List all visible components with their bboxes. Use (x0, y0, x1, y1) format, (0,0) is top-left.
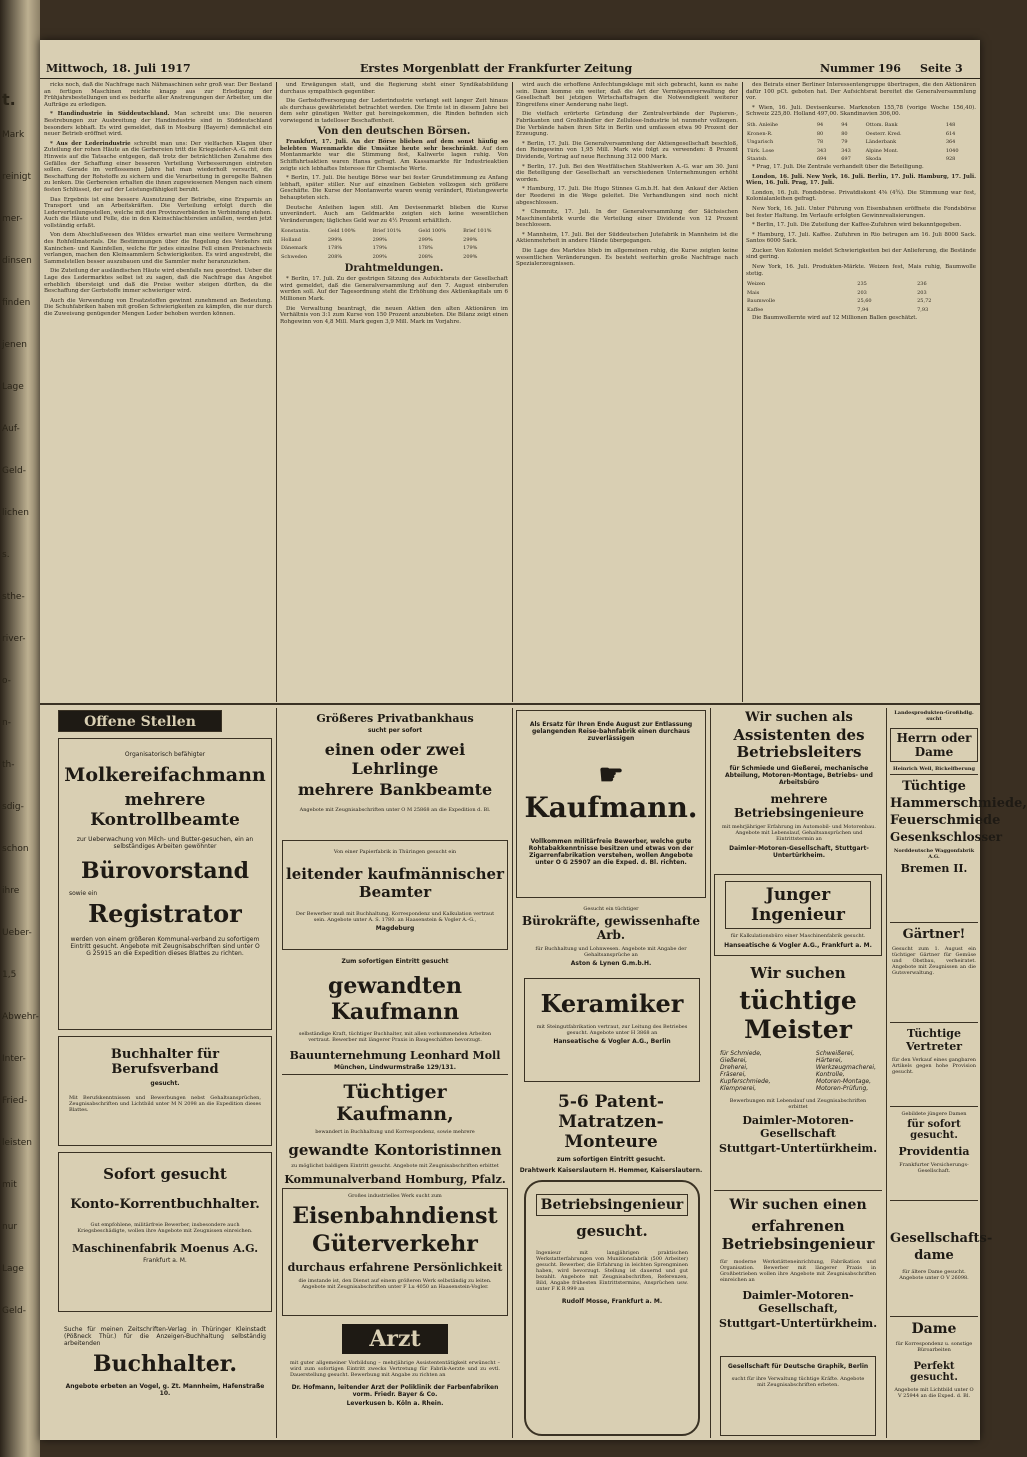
ad-meister-list-left (720, 1050, 771, 1092)
ad-title: einen oder zwei Lehrlinge (324, 740, 466, 778)
ad-buerokraefte: Gesucht ein tüchtiger Bürokräfte, gewissenhafte Arb. für Buchhaltung und Lohnwesen. Angebote mit Angabe der Gehaltsansprüche an Aston & Lynen G.m.b.H. (516, 902, 706, 974)
article-column-1: ricks noch, daß die Nachfrage nach Nähmaschinen sehr groß war. Der Bestand an fertigen Maschinen reichte knapp aus zur Erledigung der Frühjahrsbestellungen und es bedurfte aller Anstrengungen der Arbeiter, um die Aufträge zu erledigen. * Handindustrie in Süddeutschland. Man schreibt uns: Die neueren Bestrebungen zur Ausbreitung der Handindustrie sind in Süddeutschland besonders lebhaft. Es wird gemeldet, daß in Mosburg (Bayern) demnächst ein neuer Betrieb eröffnet wird. * Aus der Lederindustrie schreibt man uns: Der vielfachen Klagen über Zuteilung der rohen Häute an die Gerbereien tritt die Kriegsleder-A.-G. mit dem Hinweis auf die Tatsache entgegen, daß trotz der beträchtlichen Zunahme des Gefälles der Schaffung einer besseren Verteilung Verbesserungen eintreten sollen. Gerade im verflossenen Jahre hat man wiederholt versucht, die Beschaffung der Rohstoffe zu sichern und die Verarbeitung in geregelte Bahnen zu lenken. Die Gerbereien erhalten die ihnen zugewiesenen Mengen nach einem festen Schlüssel, der auf der Leistungsfähigkeit beruht. Das Ergebnis ist eine bessere Ausnutzung der Betriebe, eine Ersparnis an Transport und an Arbeitskräften. Die Verteilung erfolgt durch die Lederverteilungsstellen, welche mit den Provinzverbänden in Verbindung stehen. Auch die Häute und Felle, die in den Kleinschlachtereien anfallen, werden jetzt vollständig erfaßt. Von dem Abschlußwesen des Wildes erwartet man eine weitere Vermehrung des Rohfellmaterials. Die Bestimmungen über die Regelung des Verkehrs mit Kaninchen- und Kaninfellen, welche für jedes einzelne Fell einen Preisnachweis verlangen, machen den Kleinsammlern Schwierigkeiten. Es wird angestrebt, die Sammelstellen besser auszubauen und die Sammler mehr heranzuziehen. Die Zuteilung der ausländischen Häute wird ebenfalls neu geordnet. Ueber die Lage des Ledermarktes selbst ist zu sagen, daß die Nachfrage das Angebot erheblich übersteigt und daß die Preise weiter steigen dürften, da die Beschaffung der Gerbstoffe immer schwieriger wird. Auch die Verwendung von Ersatzstoffen gewinnt zunehmend an Bedeutung. Die Schuhfabriken haben mit großen Schwierigkeiten zu kämpfen, die nur durch die Zuweisung genügender Mengen Leder behoben werden können. (44, 82, 273, 317)
ad-firm: Aston & Lynen G.m.b.H. (570, 960, 652, 967)
article-lead: London, 16. Juli. New York, 16. Juli. Berlin, 17. Juli. Hamburg, 17. Juli. Wien, 16. Juli. Prag, 17. Juli. (746, 173, 976, 187)
ad-title: Feuerschmiede (890, 813, 1001, 828)
ad-firm: Maschinenfabrik Moenus A.G. (71, 1242, 259, 1255)
previous-page-word: nur (2, 1222, 18, 1232)
previous-page-word: jenen (2, 340, 27, 350)
ad-firm: Daimler-Motoren-Gesellschaft, Stuttgart-Untertürkheim. (729, 845, 869, 859)
ad-sub: Tüchtige (902, 779, 966, 794)
ad-arzt: Arzt mit guter allgemeiner Vorbildung – mehrjährige Assistententätigkeit erwünscht – wird zum sofortigen Eintritt zwecks Vertretung für Fabrik-Aerzte und zu evtl. Dauerstellung gesucht. Bewerbung mit Angabe zu richten an Dr. Hofmann, leitender Arzt der Poliklinik der Farbenfabriken vorm. Friedr. Bayer & Co. Leverkusen b. Köln a. Rhein. (282, 1320, 508, 1440)
ad-sub: Größeres Privatbankhaus (316, 712, 474, 725)
ad-text: Angebote erbeten an Vogel, g. Zt. Mannheim, Hafenstraße 10. (65, 1383, 265, 1397)
previous-page-word: o- (2, 676, 11, 686)
section-heading: Drahtmeldungen. (344, 262, 444, 274)
ad-title: Betriebsingenieur (536, 1194, 688, 1216)
ad-title: Eisenbahndienst (292, 1203, 498, 1229)
ad-sub: Zum sofortigen Eintritt gesucht (341, 958, 449, 965)
ad-meister-item: Härterei, (815, 1057, 843, 1064)
ad-title: Dame (911, 1321, 957, 1337)
previous-page-word: th- (2, 760, 15, 770)
ad-gesellschaftsdame: Gesellschafts- dame für ältere Dame gesucht. Angebote unter O V 26098. (890, 1200, 978, 1312)
previous-page-word: leisten (2, 1138, 32, 1148)
stock-table: Sth. Anleihe 94 94 Ottom. Bank 148 Kronen-R. 80 80 Oesterr. Kred. 614 Ungarisch 78 79 Länderbank 364 Türk. Lose 343 343 Alpine Mont. 1040 Staatsb. 694 697 Skoda 928 (747, 121, 959, 163)
ad-title: Perfekt gesucht. (910, 1361, 958, 1383)
article-column-2: und Erwägungen statt, und die Regierung steht einer Syndikatsbildung durchaus sympathisch gegenüber. Die Gerbstoffversorgung der Lederindustrie verlangt seit langer Zeit hinaus als durchaus gewährleistet betrachtet werden. Die Ernte ist in diesem Jahre bei dem sehr günstigen Wetter gut hereingekommen, die Rinden befinden sich vorwiegend in tadelloser Beschaffenheit. Von den deutschen Börsen. Frankfurt, 17. Juli. An der Börse blieben auf dem sonst häufig so belebten Warenmarkte die Umsätze heute sehr beschränkt. Auf dem Montanmarkte war die Stimmung fest, Kaliwerte lagen ruhig. Von Schiffahrtsaktien waren Hansa gefragt. Am Kassamarkte für Industrieaktien zeigte sich lebhaftes Interesse für Chemische Werte. * Berlin, 17. Juli. Die heutige Börse war bei fester Grundstimmung zu Anfang lebhaft, später stiller. Nur auf einzelnen Gebieten vollzogen sich größere Geschäfte. Die Kurse der Montanwerte waren wenig verändert, Rüstungswerte behaupteten sich. Deutsche Anleihen lagen still. Am Devisenmarkt blieben die Kurse unverändert. Auch am Geldmarkte zeigten sich keine wesentlichen Veränderungen; tägliches Geld war zu 4½ Prozent erhältlich. Konstantin. Geld 100% Brief 101% Geld 100% Brief 101% Holland 299% 299% 299% 299% Dänemark 178% 179% 178% 179% Schweden 208% 209% 208% 209% Drahtmeldungen. * Berlin, 17. Juli. Zu der gestrigen Sitzung des Aufsichtsrats der Gesellschaft wird gemeldet, daß die Generalversammlung auf den 7. August einberufen werden soll. Auf der Tagesordnung steht die Erhöhung des Aktienkapitals um 6 Millionen Mark. Die Verwaltung beantragt, die neuen Aktien den alten Aktionären im Verhältnis von 3:1 zum Kurse von 150 Prozent anzubieten. Die Bilanz zeigt einen Rohgewinn von 4,8 Mill. Mark gegen 3,9 Mill. Mark im Vorjahre. (280, 82, 508, 325)
ad-junger-ingenieur: Junger Ingenieur für Kalkulationsbüro einer Maschinenfabrik gesucht. Hanseatische & Vogler A.G., Frankfurt a. M. (714, 874, 882, 956)
ad-meister-item: Schweißerei, (815, 1050, 855, 1057)
ad-firm: Kommunalverband Homburg, Pfalz. (284, 1173, 506, 1186)
ad-firm: Heinrich Weil, Bickelfberung (892, 766, 975, 772)
ad-title: Hammerschmiede, (890, 796, 1027, 811)
ad-gaertner: Gärtner! Gesucht zum 1. August ein tüchtiger Gärtner für Gemüse und Obstbau, verheiratet. Angebote mit Zeugnissen an die Gutsverwaltung. (890, 922, 978, 1018)
ad-sub: zum sofortigen Eintritt gesucht. (556, 1156, 666, 1163)
previous-page-word: ihre (2, 886, 20, 896)
column-rule (512, 708, 513, 1438)
column-rule (276, 82, 277, 702)
ad-sub: sowie ein (69, 890, 98, 897)
ad-firm: Daimler-Motoren-Gesellschaft, (742, 1289, 854, 1315)
previous-page-fragment: t. (2, 90, 16, 109)
ad-city: Stuttgart-Untertürkheim. (718, 1317, 878, 1330)
previous-page-word: Abwehr- (2, 1012, 39, 1022)
ad-title: leitender kaufmännischer Beamter (286, 865, 504, 901)
ad-meister-item: Kupferschmiede, (720, 1078, 771, 1085)
ad-title: Arzt (342, 1324, 448, 1354)
section-heading: Von den deutschen Börsen. (317, 125, 471, 137)
ad-title: Güterverkehr (312, 1231, 478, 1257)
ad-title: gewandte Kontoristinnen (288, 1141, 502, 1159)
ad-city: Leverkusen b. Köln a. Rhein. (346, 1400, 444, 1407)
ad-assistenten: Wir suchen als Assistenten des Betriebsleiters für Schmiede und Gießerei, mechanische Abteilung, Motoren-Montage, Betriebs- und Arbeitsbüro mehrere Betriebsingenieure mit mehrjähriger Erfahrung im Automobil- und Motorenbau. Angebote mit Lebenslauf, Gehaltsansprüchen und Eintrittstermin an Daimler-Motoren-Gesellschaft, Stuttgart-Untertürkheim. (714, 710, 884, 870)
job-ads-heading: Offene Stellen (58, 710, 222, 732)
ad-title: ☛ Kaufmann. (524, 758, 698, 824)
ad-city: Frankfurt a. M. (143, 1257, 187, 1264)
ad-title: erfahrenen Betriebsingenieur (721, 1217, 875, 1253)
ad-meister-item: Motoren-Prüfung, (815, 1085, 869, 1092)
ad-graphik: Gesellschaft für Deutsche Graphik, Berlin sucht für ihre Verwaltung tüchtige Kräfte. Angebote mit Zeugnisabschriften erbeten. (720, 1356, 876, 1436)
ad-firm: Hanseatische & Vogler A.G., Frankfurt a. M. (724, 942, 872, 949)
previous-page-word: 1,5 (2, 970, 17, 980)
ad-title: Buchhalter. (93, 1351, 237, 1377)
article-column-3: wird auch die erhoffene Anfechtungsklage mit sich gebracht, kann es nahe sein. Dann komme ein weiter, daß die Art der Vermögensverwaltung der Gesellschaft bei jetzigen Wirtschaftsfragen die Notwendigkeit weiterer Eingreifens einer Aenderung nahe liegt. Die vielfach erörterte Gründung der Zentralverbände der Papieren-, Fabrikanten und Großhändler der Zellulose-Industrie ist nunmehr vollzogen. Die Verbände haben ihren Sitz in Berlin und umfassen etwa 90 Prozent der Erzeugung. * Berlin, 17. Juli. Die Generalversammlung der Aktiengesellschaft beschloß, den Reingewinn von 1,95 Mill. Mark wie folgt zu verwenden: 8 Prozent Dividende, Vortrag auf neue Rechnung 312 000 Mark. * Berlin, 17. Juli. Bei den Westfälischen Stahlwerken A.-G. war am 30. Juni die Beteiligung der Gesellschaft an verschiedenen Unternehmungen erhöht worden. * Hamburg, 17. Juli. Die Hugo Stinnes G.m.b.H. hat den Ankauf der Aktien der Reederei in die Wege geleitet. Die Verhandlungen sind noch nicht abgeschlossen. * Chemnitz, 17. Juli. In der Generalversammlung der Sächsischen Maschinenfabrik wurde die Verteilung einer Dividende von 12 Prozent beschlossen. * Mannheim, 17. Juli. Bei der Süddeutschen Jutefabrik in Mannheim ist die Aktienmehrheit in andere Hände übergegangen. Die Lage des Marktes blieb im allgemeinen ruhig, die Kurse zeigten keine wesentlichen Veränderungen. Es besteht weiterhin große Nachfrage nach Spezialerzeugnissen. (516, 82, 738, 268)
previous-page-word: Lage (2, 1264, 24, 1274)
ad-meister-item: für Schmiede, (720, 1050, 762, 1057)
ad-title: Bürokräfte, gewissenhafte Arb. (522, 914, 700, 942)
ad-title: Assistenten des Betriebsleiters (733, 726, 865, 761)
ad-text: zur Ueberwachung von Milch- und Butter-gesuchen, ein an selbständiges Arbeiten gewöhnter (76, 836, 254, 850)
previous-page-word: Ueber- (2, 928, 32, 938)
previous-page-word: Fried- (2, 1096, 28, 1106)
ad-sub: gesucht. (150, 1080, 180, 1087)
ad-title: Herrn oder Dame (890, 728, 978, 762)
ad-sub: sucht per sofort (367, 727, 423, 734)
article-column-4: des Beirats einer Berliner Interessentengruppe übertragen, die den Aktionären dafür 100 pCt. geboten hat. Der Aufsichtsrat bereitet die Generalversammlung vor. * Wien, 16. Juli. Devisenkurse. Marknoten 155,78 (vorige Woche 156,40). Schweiz 225,80. Holland 497,00. Skandinavien 306,00. Sth. Anleihe 94 94 Ottom. Bank 148 Kronen-R. 80 80 Oesterr. Kred. 614 Ungarisch 78 79 Länderbank 364 Türk. Lose 343 343 Alpine Mont. 1040 Staatsb. 694 697 Skoda 928 * Prag, 17. Juli. Die Zentrale verhandelt über die Beteiligung. London, 16. Juli. New York, 16. Juli. Berlin, 17. Juli. Hamburg, 17. Juli. Wien, 16. Juli. Prag, 17. Juli. London, 16. Juli. Fondsbörse. Privatdiskont 4⅝ (4¾). Die Stimmung war fest, Kolonialanleihen gefragt. New York, 16. Juli. Unter Führung von Eisenbahnen eröffnete die Fondsbörse bei fester Haltung. Im Verlaufe erfolgten Gewinnrealisierungen. * Berlin, 17. Juli. Die Zuteilung der Kaffee-Zufuhren wird bekanntgegeben. * Hamburg, 17. Juli. Kaffee. Zufuhren in Rio betrugen am 16. Juli 8000 Sack. Santos 6000 Sack. Zucker. Von Kolonien meldet Schwierigkeiten bei der Anlieferung, die Bestände sind gering. New York, 16. Juli. Produkten-Märkte. Weizen fest, Mais ruhig, Baumwolle stetig. Weizen 235 236 Mais 203 203 Baumwolle 25,60 25,72 Kaffee 7,94 7,93 Die Baumwollernte wird auf 12 Millionen Ballen geschätzt. (746, 82, 976, 321)
masthead-paper-name: Erstes Morgenblatt der Frankfurter Zeitung (360, 62, 633, 75)
ad-matratzen (516, 1086, 706, 1176)
ad-sub: durchaus erfahrene Persönlichkeit (287, 1261, 503, 1274)
previous-page-word: sthe- (2, 592, 25, 602)
exchange-rate-table: Konstantin. Geld 100% Brief 101% Geld 100% Brief 101% Holland 299% 299% 299% 299% Dänemark 178% 179% 178% 179% Schweden 208% 209% 208% 209% (281, 228, 492, 261)
ad-firm: Drahtwerk Kaiserslautern H. Hemmer, Kaiserslautern. (519, 1167, 703, 1174)
previous-page-word: dinsen (2, 256, 32, 266)
ad-title: Gesellschaft für Deutsche Graphik, Berlin (727, 1363, 869, 1370)
ad-betriebsingenieur: Betriebsingenieur gesucht. Ingenieur mit langjährigen praktischen Werkstatterfahrungen von Munitionsfabrik (500 Arbeiter) gesucht. Bewerber, die Erfahrung in leichten Sprengminen haben, wird bevorzugt. Stellung ist dauernd und gut bezahlt. Angebote mit Zeugnisabschriften, Referenzen, Bild, Angabe frühesten Eintrittstermins, Ansprüchen usw. unter F K R 999 an Rudolf Mosse, Frankfurt a. M. (524, 1180, 700, 1436)
ad-firm: Daimler-Motoren-Gesellschaft (742, 1114, 854, 1140)
ad-city: Bremen II. (900, 862, 968, 875)
ad-title: Registrator (88, 899, 242, 928)
previous-page-word: mer- (2, 214, 23, 224)
ad-text: werden von einem größeren Kommunal-verband zu sofortigem Eintritt gesucht. Angebote mit Zeugnisabschriften sind unter O G 25915 an die Expedition dieses Blattes zu richten. (70, 936, 260, 957)
ad-title: für sofort gesucht. (907, 1119, 961, 1141)
previous-page-word: river- (2, 634, 26, 644)
ad-sofort-gesucht: Sofort gesucht Konto-Korrentbuchhalter. Gut empfohlene, militärfreie Bewerber, insbesondere auch Kriegsbeschädigte, wollen ihre Angebote mit Zeugnissen einreichen. Maschinenfabrik Moenus A.G. Frankfurt a. M. (58, 1152, 272, 1312)
article-heading: Aus der Lederindustrie (56, 140, 131, 147)
column-rule (276, 708, 277, 1438)
ad-sub: Wir suchen als (745, 710, 853, 725)
previous-page-word: Auf- (2, 424, 20, 434)
ad-city: Magdeburg (375, 925, 415, 932)
ad-sub: Organisatorisch befähigter (124, 751, 206, 758)
masthead-number: Nummer 196 (820, 62, 901, 75)
column-rule (512, 82, 513, 702)
ad-title: mehrere Betriebsingenieure (734, 792, 864, 820)
ad-title: Sofort gesucht (103, 1165, 227, 1183)
ad-damen-providentia: Gebildete jüngere Damen für sofort gesucht. Providentia Frankfurter Versicherungs-Gesellschaft. (890, 1106, 978, 1196)
ad-text: Als Ersatz für Ihren Ende August zur Entlassung gelangenden Reise-bahnfabrik einen durchaus zuverlässigen (529, 721, 693, 742)
pointing-hand-icon: ☛ (598, 758, 624, 791)
ad-bankhaus: Größeres Privatbankhaus sucht per sofort einen oder zwei Lehrlinge mehrere Bankbeamte Angebote mit Zeugnisabschriften unter O M 25868 an die Expedition d. Bl. (282, 710, 508, 836)
previous-page-word: mit (2, 1180, 17, 1190)
ad-meister-list-right (816, 1050, 876, 1092)
previous-page-word: Inter- (2, 1054, 26, 1064)
ad-meister-item: Klempnerei, (720, 1085, 757, 1092)
masthead (40, 60, 980, 79)
ad-text: Vollkommen militärfreie Bewerber, welche gute Rohtabakkenntnisse besitzen und etwas von der Zigarrenfabrikation verstehen, wollen Angebote unter O G 25907 an die Exped. d. Bl. richten. (528, 838, 694, 866)
ad-sub: Wir suchen einen (729, 1197, 867, 1213)
ad-firm: Norddeutsche Waggonfabrik A.G. (893, 848, 975, 860)
newspaper-page (40, 40, 1027, 1440)
ad-herr-dame (890, 710, 978, 770)
ad-city: München, Lindwurmstraße 129/131. (334, 1064, 456, 1071)
ad-kaufmann-tabak (516, 710, 706, 898)
ad-sub: für Schmiede und Gießerei, mechanische Abteilung, Motoren-Montage, Betriebs- und Arbeitsbüro (725, 765, 873, 786)
section-divider (40, 703, 980, 705)
previous-page-word: Mark (2, 130, 25, 140)
ad-title: mehrere Bankbeamte (297, 780, 493, 799)
ad-buchhalter-verlag (58, 1318, 272, 1440)
ad-keramiker: Keramiker mit Steingutfabrikation vertraut, zur Leitung des Betriebes gesucht. Angebote unter H 3868 an Hanseatische & Vogler A.G., Berlin (524, 978, 700, 1082)
ad-title: Tüchtige Vertreter (905, 1027, 963, 1053)
ad-firm: Hanseatische & Vogler A.G., Berlin (553, 1038, 671, 1045)
previous-page-word: sdig- (2, 802, 24, 812)
ad-sub: gesucht. (576, 1222, 648, 1240)
ad-sub: Landesprodukten-Großhdlg. sucht (894, 710, 974, 722)
ad-tuechtiger-kaufmann: Tüchtiger Kaufmann, bewandert in Buchhaltung und Korrespondenz, sowie mehrere gewandte Kontoristinnen zu möglichst baldigem Eintritt gesucht. Angebote mit Zeugnisabschriften erbittet Kommunalverband Homburg, Pfalz. (282, 1074, 508, 1186)
previous-page-edge (0, 0, 40, 1457)
previous-page-word: reinigt (2, 172, 31, 182)
ad-meister-item: Kontrolle, (815, 1071, 845, 1078)
ad-meister-lists (720, 1050, 876, 1092)
article-lead: Frankfurt, 17. Juli. An der Börse blieben auf dem sonst häufig so belebten Warenmarkte die Umsätze heute sehr beschränkt (280, 139, 508, 152)
ad-buchhalter-berufsverband: Buchhalter für Berufsverband gesucht. Mit Berufskenntnissen und Bewerbungen nebst Gehaltsansprüchen, Zeugnisabschriften und Lichtbild unter M N 2098 an die Expedition dieses Blattes. (58, 1036, 272, 1146)
ad-firm: Dr. Hofmann, leitender Arzt der Poliklinik der Farbenfabriken vorm. Friedr. Bayer & Co. (291, 1384, 499, 1398)
ad-text: Suche für meinen Zeitschriften-Verlag in Thüringer Kleinstadt (Pößneck Thür.) für die Anzeigen-Buchhaltung selbständig arbeitenden (64, 1326, 266, 1347)
ad-title: 5-6 Patent-Matratzen-Monteure (558, 1092, 664, 1152)
ad-title: dame (914, 1248, 954, 1263)
previous-page-column (2, 130, 39, 1348)
ad-dame: Dame für Korrespondenz u. sonstige Büroarbeiten Perfekt gesucht. Angebote mit Lichtbild unter O V 25944 an die Exped. d. Bl. (890, 1316, 978, 1436)
previous-page-word: Geld- (2, 466, 26, 476)
previous-page-word: lichen (2, 508, 29, 518)
ad-title: tüchtige Meister (739, 986, 857, 1044)
ad-firm: Rudolf Mosse, Frankfurt a. M. (561, 1298, 663, 1305)
ad-city: Stuttgart-Untertürkheim. (718, 1142, 878, 1155)
previous-page-word: finden (2, 298, 31, 308)
previous-page-word: Lage (2, 382, 24, 392)
ad-meister-item: Gießerei, (720, 1057, 748, 1064)
ad-betriebsingenieur-daimler: Wir suchen einen erfahrenen Betriebsingenieur für moderne Werkstätteneinrichtung, Fabrikation und Organisation. Bewerber mit längerer Praxis in Großbetrieben wollen ihre Angebote mit Zeugnisabschriften einreichen an Daimler-Motoren-Gesellschaft, Stuttgart-Untertürkheim. (714, 1190, 882, 1350)
ad-sub: Großes industrielles Werk sucht zum (348, 1193, 442, 1199)
column-rule (710, 708, 711, 1438)
ad-title: Gärtner! (902, 927, 966, 942)
ad-title: mehrere Kontrollbeamte (90, 790, 240, 830)
previous-page-word: schon (2, 844, 29, 854)
previous-page-word: s. (2, 550, 10, 560)
column-rule (742, 82, 743, 702)
previous-page-word: n- (2, 718, 11, 728)
column-rule (886, 708, 887, 1438)
ad-papierfabrik: Von einer Papierfabrik in Thüringen gesucht ein leitender kaufmännischer Beamter Der Bewerber muß mit Buchhaltung, Korrespondenz und Kalkulation vertraut sein. Angebote unter A. S. 1780. an Haasenstein & Vogler A.-G., Magdeburg (282, 840, 508, 950)
masthead-date: Mittwoch, 18. Juli 1917 (46, 62, 191, 75)
masthead-page: Seite 3 (920, 62, 963, 75)
ad-title: Tüchtiger Kaufmann, (336, 1081, 454, 1125)
ad-hammerschmiede (890, 774, 1027, 918)
ad-title: Keramiker (540, 989, 684, 1018)
ad-meister-item: Motoren-Montage, (815, 1078, 872, 1085)
ad-eisenbahndienst: Großes industrielles Werk sucht zum Eisenbahndienst Güterverkehr durchaus erfahrene Persönlichkeit die imstande ist, den Dienst auf einem größeren Werk selbständig zu leiten. Angebote mit Zeugnisabschriften unter F Lu 4050 an Haasenstein-Vogler. (282, 1188, 508, 1316)
ad-title: Gesenkschlosser (890, 830, 1003, 844)
ad-firm: Bauunternehmung Leonhard Moll (289, 1049, 501, 1062)
ad-title: Bürovorstand (80, 858, 250, 884)
ad-vertreter: Tüchtige Vertreter für den Verkauf eines gangbaren Artikels gegen hohe Provision gesucht. (890, 1022, 978, 1102)
ad-title: Konto-Korrentbuchhalter. (70, 1197, 260, 1212)
ad-firm: Providentia (898, 1145, 970, 1158)
ad-meister-item: Werkzeugmacherei, (815, 1064, 876, 1071)
ad-molkerei (58, 738, 272, 1030)
previous-page-word: Geld- (2, 1306, 26, 1316)
ad-sub: Wir suchen (750, 964, 846, 982)
ad-title: Junger Ingenieur (725, 881, 871, 929)
ad-title: gewandten Kaufmann (327, 973, 463, 1025)
article-heading: Handindustrie in Süddeutschland. (57, 111, 170, 118)
ad-gewandten-kaufmann: Zum sofortigen Eintritt gesucht gewandten Kaufmann selbständige Kraft, tüchtiger Buchhalter, mit allen vorkommenden Arbeiten vertraut. Bewerber mit längerer Praxis in Baugeschäften bevorzugt. Bauunternehmung Leonhard Moll München, Lindwurmstraße 129/131. (282, 954, 508, 1072)
ad-title: Buchhalter für Berufsverband (110, 1047, 220, 1077)
ad-meister: Wir suchen tüchtige Meister für Schmiede, Gießerei, Dreherei, Fräserei, Kupferschmiede, Klempnerei, Schweißerei, Härterei, Werkzeugmacherei, Kontrolle, Motoren-Montage, Motoren-Prüfung, Bewerbungen mit Lebenslauf und Zeugnisabschriften erbittet Daimler-Motoren-Gesellschaft Stuttgart-Untertürkheim. (714, 960, 882, 1186)
commodity-table: Weizen 235 236 Mais 203 203 Baumwolle 25,60 25,72 Kaffee 7,94 7,93 (747, 281, 932, 314)
ad-meister-item: Fräserei, (720, 1071, 747, 1078)
ad-title: Molkereifachmann (64, 764, 266, 786)
ad-title: Gesellschafts- (890, 1231, 993, 1246)
ad-meister-item: Dreherei, (720, 1064, 749, 1071)
